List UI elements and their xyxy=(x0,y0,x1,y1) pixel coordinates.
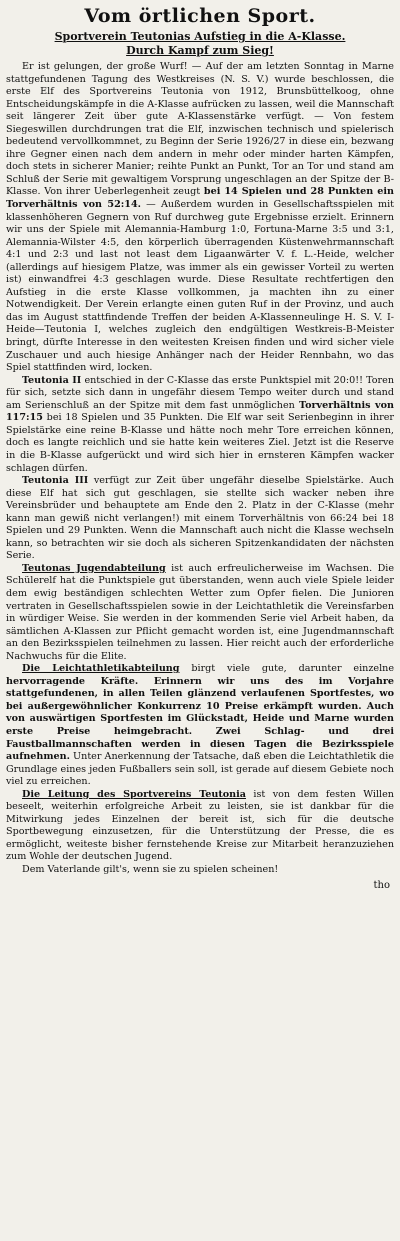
subheadline-line-2: Durch Kampf zum Sieg! xyxy=(126,44,274,57)
p1-highlight-prefix: bei 14 Spielen und 28 Punkten xyxy=(203,186,378,198)
p6-text-a: ist von dem festen Willen beseelt, weiterhin erfolgreiche Arbeit zu leisten, sie ist dankbar für die Mitwirkung jedes Einzelnen der bereit ist, sich für die deutsche Sportbewegung einzusetzen, für die Unterstützung der Presse, die es ermöglicht, weiteste bisher fernstehende Kreise zur Mitarbeit heranzuziehen zum Wohle der deutschen Jugend. xyxy=(6,788,394,863)
paragraph-3 xyxy=(6,475,394,563)
closing-line: Dem Vaterlande gilt's, wenn sie zu spielen scheinen! xyxy=(22,864,279,875)
paragraph-6 xyxy=(6,789,394,864)
article-headline: Vom örtlichen Sport. xyxy=(84,5,316,27)
p2-text-c: bei 18 Spielen und 35 Punkten. Die Elf war seit Serienbeginn in ihrer Spielstärke eine reine B-Klasse und hätte noch mehr Tore erreichen können, doch es langte reichlich und sie hatte kein weiteres Ziel. Jetzt ist die Reserve in die B-Klasse aufgerückt und wird sich hier in ernsteren Kämpfen wacker schlagen dürfen. xyxy=(6,412,394,474)
p6-lead: Die Leitung des Sportvereins Teutonia xyxy=(22,788,246,800)
p2-lead: Teutonia II xyxy=(22,374,82,386)
p3-text-a: verfügt zur Zeit über ungefähr dieselbe Spielstärke. Auch diese Elf hat sich gut geschlagen, sie stellte sich wacker neben ihre Vereinsbrüder und behauptete am Ende den 2. Platz in der C-Klasse (mehr kann man gewiß nicht verlangen!) mit einem Torverhältnis von 66:24 bei 18 Spielen und 29 Punkten. Wenn die Mannschaft auch nicht die Klasse wechseln kann, so betrachten wir sie doch als sicheren Spitzenkandidaten der nächsten Serie. xyxy=(6,475,394,562)
paragraph-5 xyxy=(6,663,394,788)
article-body xyxy=(6,61,394,877)
subheadline-line-1: Sportverein Teutonias Aufstieg in die A-Klasse. xyxy=(54,30,346,43)
p5-text-a: birgt viele gute, darunter einzelne xyxy=(179,663,394,675)
p2-text-a: entschied in der C-Klasse das erste Punktspiel mit 20:0!! Toren für sich, setzte sich dann in ungefähr diesem Tempo weiter durch und stand am Serienschluß an der Spitze mit dem fast unmöglichen xyxy=(6,374,394,411)
paragraph-2 xyxy=(6,375,394,475)
author-signature: tho xyxy=(373,879,390,891)
p5-highlight: hervorragende Kräfte. Erinnern wir uns des im Vorjahre stattgefundenen, in allen Teilen glänzend verlaufenen Sportfestes, wo bei außergewöhnlicher Konkurrenz 10 Preise erkämpft wurden. Auch von auswärtigen Sportfesten im Glückstadt, Heide und Marne wurden erste Preise heimgebracht. Zwei Schlag- und drei Faustballmannschaften werden in diesen Tagen die Bezirksspiele aufnehmen. xyxy=(6,675,394,763)
p1-text-a: Er ist gelungen, der große Wurf! — Auf der am letzten Sonntag in Marne stattgefundenen Tagung des Westkreises (N. S. V.) wurde beschlossen, die erste Elf des Sportvereins Teutonia von 1912, Brunsbüttelkoog, ohne Entscheidungskämpfe in die A-Klasse aufrücken zu lassen, weil die Mannschaft seit längerer Zeit über gute A-Klassenstärke verfügt. — Von festem Siegeswillen durchdrungen trat die Elf, inzwischen technisch und spielerisch bedeutend vervollkommnet, zu Beginn der Serie 1926/27 in diese ein, bezwang ihre Gegner einen nach dem andern in mehr oder minder harten Kämpfen, doch stets in sicherer Manier; reihte Punkt an Punkt, Tor an Tor und stand am Schluß der Serie mit gewaltigem Vorsprung ungeschlagen an der Spitze der B-Klasse. Von ihrer Ueberlegenheit zeugt xyxy=(6,61,394,198)
p5-text-c: Unter Anerkennung der Tatsache, daß eben die Leichtathletik die Grundlage eines jeden Fußballers sein soll, ist gerade auf diesem Gebiete noch viel zu erreichen. xyxy=(6,751,394,788)
p1-highlight: ein Torverhältnis von 52:14. xyxy=(6,186,394,211)
article-subheadline xyxy=(6,30,394,44)
article-subheadline-2 xyxy=(6,44,394,58)
p3-lead: Teutonia III xyxy=(22,475,89,487)
paragraph-1 xyxy=(6,61,394,375)
paragraph-4 xyxy=(6,563,394,663)
p2-highlight: Torverhältnis von 117:15 xyxy=(6,399,394,424)
p4-text-a: ist auch erfreulicherweise im Wachsen. Die Schülerelf hat die Punktspiele gut überstanden, wenn auch viele Spiele leider dem ewig beständigen schlechten Wetter zum Opfer fielen. Die Junioren vertraten in Gesellschaftsspielen sowie in der Leichtathletik die Vereinsfarben in würdiger Weise. Sie werden in der kommenden Serie viel Arbeit haben, da sämtlichen A-Klassen zur Pflicht gemacht worden ist, eine Jugendmannschaft an den Bezirksspielen teilnehmen zu lassen. Hier reicht auch der erforderliche Nachwuchs für die Elite. xyxy=(6,562,395,662)
p1-text-c: — Außerdem wurden in Gesellschaftsspielen mit klassenhöheren Gegnern von Ruf durchweg gute Ergebnisse erzielt. Erinnern wir uns der Spiele mit Alemannia-Hamburg 1:0, Fortuna-Marne 3:5 und 3:1, Alemannia-Wilster 4:5, den körperlich überragenden Küstenwehrmannschaft 4:1 und 2:3 und last not least dem Ligaanwärter V. f. L.-Heide, welcher (allerdings auf hiesigem Platze, was immer als ein gewisser Vorteil zu werten ist) einwandfrei 4:3 geschlagen wurde. Diese Resultate rechtfertigen den Aufstieg in die erste Klasse vollkommen, ja machten ihn zu einer Notwendigkeit. Der Verein erlangte einen guten Ruf in der Provinz, und auch das im August stattfindende Treffen der beiden A-Klassenneulinge H. S. V. I-Heide—Teutonia I, welches zugleich den endgültigen Westkreis-B-Meister bringt, dürfte Interesse in den weitesten Kreisen finden und wird sicher viele Zuschauer und auch hiesige Anhänger nach der Heider Rennbahn, wo das Spiel stattfinden wird, locken. xyxy=(6,199,394,374)
p4-lead: Teutonas Jugendabteilung xyxy=(22,562,166,574)
p5-lead: Die Leichtathletikabteilung xyxy=(22,663,180,675)
